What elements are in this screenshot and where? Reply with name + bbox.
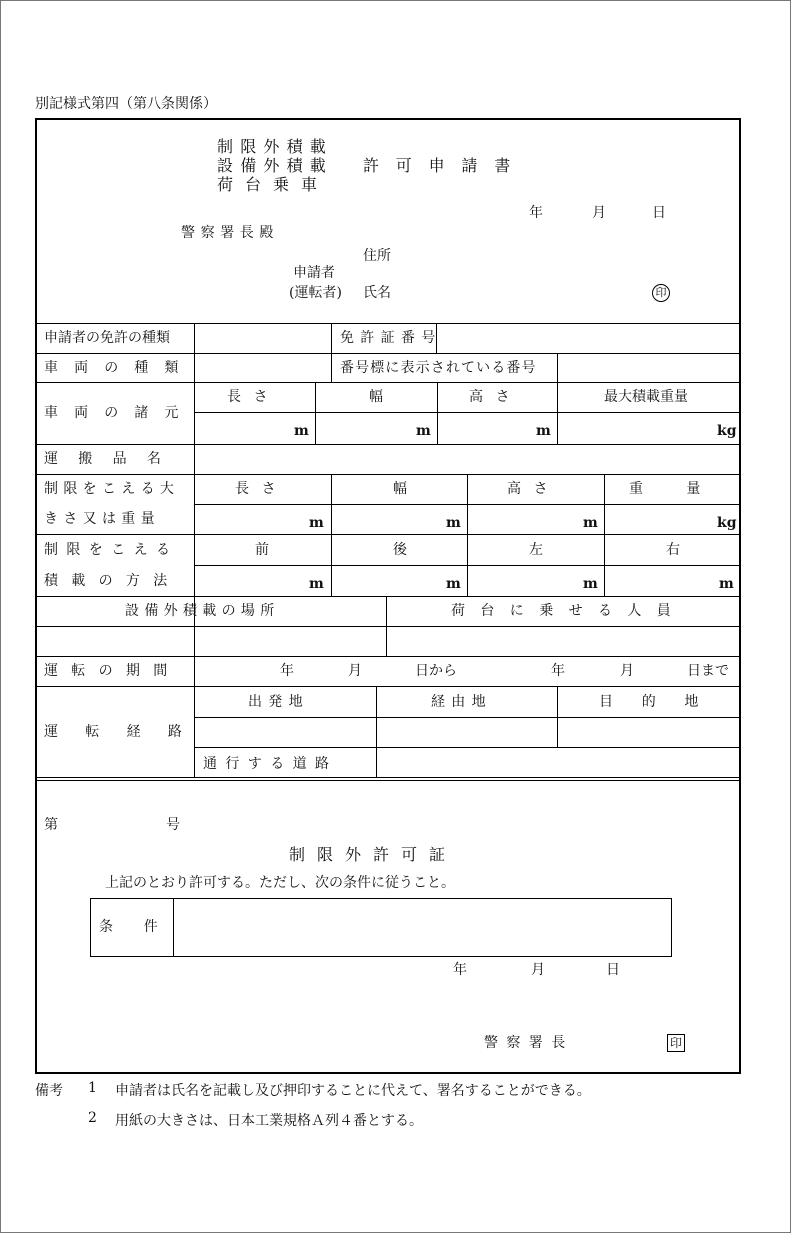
addressee: 警察署長殿 [181, 225, 279, 241]
cargo-name-label: 運搬品名 [44, 451, 182, 467]
spec-height-unit: m [536, 423, 551, 439]
spec-width-unit: m [416, 423, 431, 439]
right-header: 右 [666, 542, 680, 558]
permit-statement: 上記のとおり許可する。ただし、次の条件に従うこと。 [105, 875, 455, 891]
ex-length-header: 長さ [235, 481, 289, 497]
spec-height-header: 高さ [469, 389, 523, 405]
permit-number-suffix: 号 [166, 817, 180, 833]
spec-length-unit: m [294, 423, 309, 439]
front-unit: m [309, 576, 324, 592]
vehicle-type-label: 車両の種類 [44, 360, 195, 376]
date-year: 年 [529, 205, 543, 221]
road-label: 通行する道路 [203, 756, 338, 772]
exceed-size-label-2: きさ又は重量 [44, 511, 160, 527]
permit-month: 月 [531, 962, 545, 978]
period-month: 月 [348, 663, 362, 679]
spec-load-unit: kg [717, 423, 737, 439]
title-line-3: 荷台乗車 [217, 175, 330, 194]
outside-place-header: 設備外積載の場所 [125, 603, 280, 619]
period-until: 日まで [687, 663, 729, 679]
license-type-label: 申請者の免許の種類 [44, 330, 170, 346]
bed-persons-header: 荷台に乗せる人員 [451, 603, 687, 619]
permit-day: 日 [606, 962, 620, 978]
date-day: 日 [652, 205, 666, 221]
ex-height-unit: m [583, 515, 598, 531]
back-unit: m [446, 576, 461, 592]
period-year: 年 [280, 663, 294, 679]
right-unit: m [719, 576, 734, 592]
via-header: 経由地 [431, 694, 492, 710]
chief-seal: 印 [667, 1034, 685, 1052]
note-2-number: 2 [88, 1110, 97, 1126]
ex-width-header: 幅 [393, 481, 407, 497]
note-1-text: 申請者は氏名を記載し及び押印することに代えて、署名することができる。 [115, 1083, 591, 1099]
left-unit: m [583, 576, 598, 592]
date-month: 月 [592, 205, 606, 221]
notes-label: 備考 [35, 1083, 63, 1099]
title-line-1: 制限外積載 [217, 137, 334, 156]
period-year-2: 年 [551, 663, 565, 679]
note-1-number: 1 [88, 1080, 97, 1096]
ex-length-unit: m [309, 515, 324, 531]
title-main: 許可申請書 [363, 156, 528, 175]
police-chief: 警察署長 [484, 1035, 574, 1051]
note-2-text: 用紙の大きさは、日本工業規格Ａ列４番とする。 [115, 1113, 423, 1129]
permit-number-prefix: 第 [44, 817, 58, 833]
condition-box [90, 898, 672, 957]
condition-label: 条件 [99, 919, 189, 935]
period-from: 日から [415, 663, 457, 679]
destination-header: 目的地 [599, 694, 728, 710]
spec-max-load-header: 最大積載重量 [604, 389, 688, 405]
exceed-method-label-1: 制限をこえる [44, 542, 179, 558]
departure-header: 出発地 [248, 694, 309, 710]
ex-weight-header: 重量 [629, 481, 744, 497]
route-label: 運転経路 [44, 724, 210, 740]
vehicle-specs-label: 車両の諸元 [44, 405, 195, 421]
period-label: 運転の期間 [44, 663, 181, 679]
form-caption: 別記様式第四（第八条関係） [35, 96, 217, 112]
spec-width-header: 幅 [369, 389, 383, 405]
ex-weight-unit: kg [717, 515, 737, 531]
ex-width-unit: m [446, 515, 461, 531]
title-line-2: 設備外積載 [217, 156, 334, 175]
left-header: 左 [529, 542, 543, 558]
back-header: 後 [393, 542, 407, 558]
applicant-seal: 印 [652, 284, 670, 302]
permit-year: 年 [453, 962, 467, 978]
address-label: 住所 [363, 248, 391, 264]
ex-height-header: 高さ [507, 481, 561, 497]
exceed-method-label-2: 積載の方法 [44, 573, 181, 589]
plate-number-label: 番号標に表示されている番号 [340, 360, 537, 376]
name-label: 氏名 [363, 285, 391, 301]
exceed-size-label-1: 制限をこえる大 [44, 481, 180, 497]
applicant-label: 申請者 [293, 265, 335, 281]
spec-length-header: 長さ [227, 389, 281, 405]
permit-title: 制限外許可証 [289, 845, 458, 864]
license-number-label: 免許証番号 [340, 330, 442, 346]
application-form [35, 118, 744, 1074]
front-header: 前 [255, 542, 269, 558]
period-month-2: 月 [620, 663, 634, 679]
driver-label: (運転者) [289, 285, 342, 301]
